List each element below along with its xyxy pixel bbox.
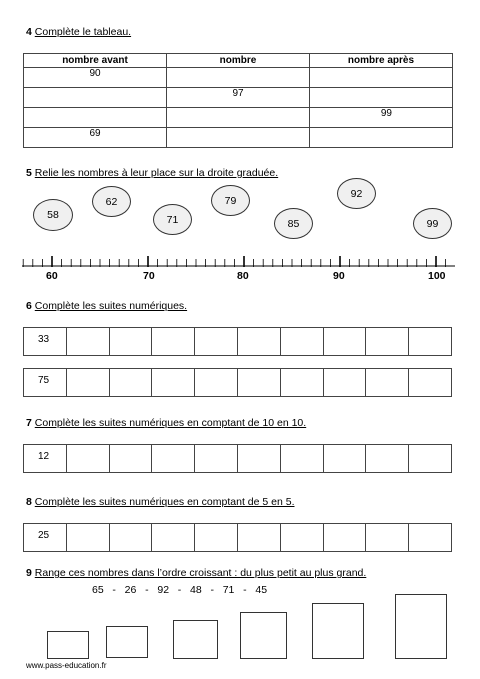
sequence-cell[interactable] — [324, 524, 367, 551]
sequence-cell[interactable] — [110, 328, 153, 355]
q6-title — [26, 300, 187, 312]
answer-box[interactable] — [47, 631, 89, 659]
sequence-cell[interactable] — [238, 328, 281, 355]
sequence-cell[interactable] — [110, 369, 153, 396]
table-cell[interactable] — [310, 68, 453, 88]
sequence-cell[interactable] — [281, 445, 324, 472]
q7-number: 7 — [26, 417, 32, 429]
answer-box[interactable] — [106, 626, 148, 658]
sequence-cell[interactable] — [152, 328, 195, 355]
table-row — [24, 88, 453, 108]
header-nombre-apres: nombre après — [310, 54, 453, 68]
number-line-label-90: 90 — [333, 270, 345, 282]
number-bubble[interactable]: 71 — [153, 204, 192, 235]
sequence-cell[interactable] — [409, 328, 451, 355]
table-cell[interactable] — [24, 88, 167, 108]
sequence-cell[interactable] — [195, 524, 238, 551]
sequence-cell[interactable] — [152, 369, 195, 396]
sequence-cell[interactable] — [195, 445, 238, 472]
header-nombre-avant: nombre avant — [24, 54, 167, 68]
table-row — [24, 108, 453, 128]
table-cell[interactable] — [310, 128, 453, 148]
number-bubble[interactable]: 58 — [33, 199, 73, 231]
q9-instruction: Range ces nombres dans l’ordre croissant : du plus petit au plus grand. — [34, 567, 367, 579]
sequence-cell[interactable]: 25 — [24, 524, 67, 551]
number-line-label-80: 80 — [237, 270, 249, 282]
number-bubble[interactable]: 85 — [274, 208, 313, 239]
q8-number: 8 — [26, 496, 32, 508]
q6-sequence-1 — [23, 327, 452, 356]
sequence-cell[interactable] — [366, 524, 409, 551]
table-row — [24, 68, 453, 88]
q6-instruction: Complète les suites numériques. — [34, 300, 188, 312]
answer-box[interactable] — [312, 603, 364, 659]
answer-box[interactable] — [395, 594, 447, 659]
sequence-cell[interactable] — [366, 369, 409, 396]
sequence-cell[interactable] — [366, 328, 409, 355]
sequence-cell[interactable] — [152, 524, 195, 551]
sequence-cell[interactable]: 12 — [24, 445, 67, 472]
table-cell[interactable]: 97 — [167, 88, 310, 108]
q4-instruction: Complète le tableau. — [34, 26, 132, 38]
number-line-label-60: 60 — [46, 270, 58, 282]
footer-site: www.pass-education.fr — [26, 661, 107, 670]
number-bubble[interactable]: 99 — [413, 208, 452, 239]
q7-sequence — [23, 444, 452, 473]
sequence-cell[interactable]: 33 — [24, 328, 67, 355]
q7-title — [26, 417, 306, 429]
q9-title — [26, 567, 366, 579]
q5-instruction: Relie les nombres à leur place sur la droite graduée. — [34, 167, 279, 179]
q4-title — [26, 26, 131, 38]
table-cell[interactable] — [167, 128, 310, 148]
sequence-cell[interactable] — [324, 328, 367, 355]
header-nombre: nombre — [167, 54, 310, 68]
sequence-cell[interactable] — [409, 369, 451, 396]
number-line-label-70: 70 — [143, 270, 155, 282]
sequence-cell[interactable] — [238, 524, 281, 551]
number-line-label-100: 100 — [428, 270, 446, 282]
q7-instruction: Complète les suites numériques en comptant de 10 en 10. — [34, 417, 307, 429]
q8-title — [26, 496, 295, 508]
q4-table — [23, 53, 453, 148]
sequence-cell[interactable] — [195, 328, 238, 355]
sequence-cell[interactable] — [281, 524, 324, 551]
table-cell[interactable] — [310, 88, 453, 108]
q4-number: 4 — [26, 26, 32, 38]
q8-sequence — [23, 523, 452, 552]
sequence-cell[interactable] — [238, 369, 281, 396]
answer-box[interactable] — [240, 612, 287, 659]
sequence-cell[interactable] — [366, 445, 409, 472]
table-cell[interactable]: 99 — [310, 108, 453, 128]
sequence-cell[interactable] — [324, 369, 367, 396]
number-bubble[interactable]: 62 — [92, 186, 131, 217]
sequence-cell[interactable] — [238, 445, 281, 472]
sequence-cell[interactable] — [67, 445, 110, 472]
sequence-cell[interactable]: 75 — [24, 369, 67, 396]
number-bubble[interactable]: 92 — [337, 178, 376, 209]
q9-numbers: 65 - 26 - 92 - 48 - 71 - 45 — [92, 584, 268, 596]
q6-sequence-2 — [23, 368, 452, 397]
sequence-cell[interactable] — [110, 445, 153, 472]
table-row — [24, 128, 453, 148]
number-bubble[interactable]: 79 — [211, 185, 250, 216]
answer-box[interactable] — [173, 620, 218, 659]
sequence-cell[interactable] — [67, 369, 110, 396]
table-cell[interactable] — [24, 108, 167, 128]
sequence-cell[interactable] — [110, 524, 153, 551]
q5-title — [26, 167, 278, 179]
sequence-cell[interactable] — [195, 369, 238, 396]
table-header-row — [24, 54, 453, 68]
q9-number: 9 — [26, 567, 32, 579]
table-cell[interactable] — [167, 68, 310, 88]
sequence-cell[interactable] — [281, 369, 324, 396]
sequence-cell[interactable] — [281, 328, 324, 355]
sequence-cell[interactable] — [409, 445, 451, 472]
number-line-ticks — [23, 256, 445, 267]
q8-instruction: Complète les suites numériques en comptant de 5 en 5. — [34, 496, 295, 508]
sequence-cell[interactable] — [67, 328, 110, 355]
sequence-cell[interactable] — [409, 524, 451, 551]
table-cell[interactable]: 90 — [24, 68, 167, 88]
table-cell[interactable]: 69 — [24, 128, 167, 148]
table-cell[interactable] — [167, 108, 310, 128]
sequence-cell[interactable] — [324, 445, 367, 472]
sequence-cell[interactable] — [67, 524, 110, 551]
sequence-cell[interactable] — [152, 445, 195, 472]
q5-number: 5 — [26, 167, 32, 179]
q6-number: 6 — [26, 300, 32, 312]
